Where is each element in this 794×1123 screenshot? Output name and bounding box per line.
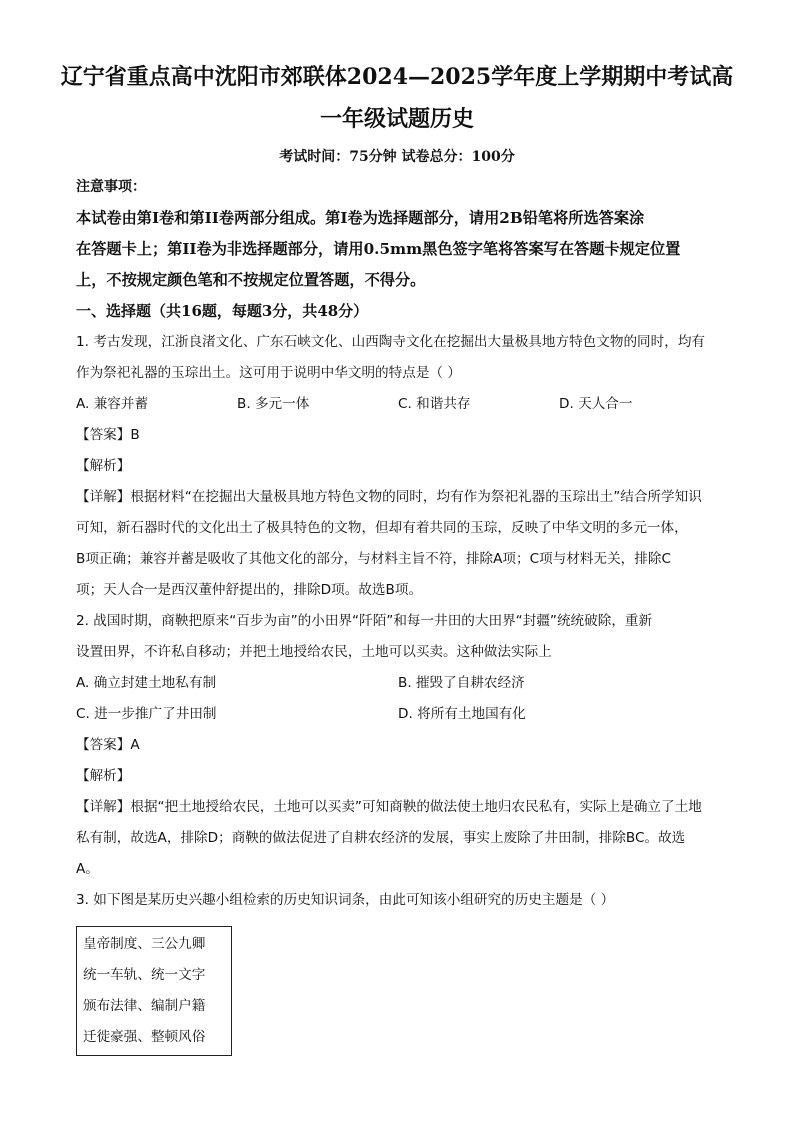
detail-line: 【详解】根据材料“在挖掘出大量极具地方特色文物的同时，均有作为祭祀礼器的玉琮出土”结合所学知识 xyxy=(76,489,702,505)
option-b: B. 摧毁了自耕农经济 xyxy=(398,675,525,691)
answer-label: 【答案】A xyxy=(76,737,140,753)
analysis-label: 【解析】 xyxy=(76,458,131,474)
option-d: D. 将所有土地国有化 xyxy=(398,706,526,722)
detail-line: A。 xyxy=(76,861,99,877)
detail-line: 项；天人合一是西汉董仲舒提出的，排除D项。故选B项。 xyxy=(76,582,423,598)
option-a: A. 兼容并蓄 xyxy=(76,396,149,412)
notice-heading: 注意事项： xyxy=(76,179,146,195)
notice-line: 在答题卡上；第II卷为非选择题部分，请用0.5mm黑色签字笔将答案写在答题卡规定位置 xyxy=(76,240,681,258)
exam-title-line-1: 辽宁省重点高中沈阳市郊联体2024—2025学年度上学期期中考试高 xyxy=(60,64,734,90)
answer-label: 【答案】B xyxy=(76,427,140,443)
option-d: D. 天人合一 xyxy=(559,396,633,412)
question-2-line: 设置田界，不许私自移动；并把土地授给农民，土地可以买卖。这种做法实际上 xyxy=(76,644,552,660)
detail-line: B项正确；兼容并蓄是吸收了其他文化的部分，与材料主旨不符，排除A项；C项与材料无关，排除C xyxy=(76,551,671,567)
analysis-label: 【解析】 xyxy=(76,768,131,784)
question-2-line: 2. 战国时期，商鞅把原来“百步为亩”的小田界“阡陌”和每一井田的大田界“封疆”统统破除，重新 xyxy=(76,613,653,629)
option-a: A. 确立封建土地私有制 xyxy=(76,675,217,691)
keyword-line: 迁徙豪强、整顿风俗 xyxy=(83,1029,206,1045)
notice-line: 本试卷由第I卷和第II卷两部分组成。第I卷为选择题部分，请用2B铅笔将所选答案涂 xyxy=(76,209,645,227)
question-1-line: 作为祭祀礼器的玉琮出土。这可用于说明中华文明的特点是（ ） xyxy=(76,365,461,381)
question-3-line: 3. 如下图是某历史兴趣小组检索的历史知识词条，由此可知该小组研究的历史主题是（ ） xyxy=(76,892,615,908)
exam-title-line-2: 一年级试题历史 xyxy=(319,106,474,132)
detail-line: 可知，新石器时代的文化出土了极具特色的文物，但却有着共同的玉琮，反映了中华文明的多元一体， xyxy=(76,520,688,536)
notice-line: 上，不按规定颜色笔和不按规定位置答题，不得分。 xyxy=(76,271,426,289)
keyword-line: 统一车轨、统一文字 xyxy=(83,967,206,983)
question-2-options-row-2 xyxy=(76,699,720,730)
exam-meta: 考试时间：75分钟 试卷总分：100分 xyxy=(279,149,515,165)
option-c: C. 进一步推广了井田制 xyxy=(76,706,217,722)
option-c: C. 和谐共存 xyxy=(398,396,471,412)
option-b: B. 多元一体 xyxy=(237,396,310,412)
keyword-line: 皇帝制度、三公九卿 xyxy=(83,936,206,952)
question-2-options-row-1 xyxy=(76,668,720,699)
detail-line: 私有制，故选A，排除D；商鞅的做法促进了自耕农经济的发展，事实上废除了井田制，排除BC。故选 xyxy=(76,830,686,846)
keyword-box xyxy=(76,926,232,1056)
section-heading: 一、选择题（共16题，每题3分，共48分） xyxy=(76,302,369,320)
keyword-line: 颁布法律、编制户籍 xyxy=(83,998,206,1014)
question-1-line: 1. 考古发现，江浙良渚文化、广东石峡文化、山西陶寺文化在挖掘出大量极具地方特色文物的同时，均有 xyxy=(76,334,706,350)
question-1-options xyxy=(76,389,720,420)
notice-section xyxy=(76,172,720,916)
detail-line: 【详解】根据“把土地授给农民，土地可以买卖”可知商鞅的做法使土地归农民私有，实际上是确立了土地 xyxy=(76,799,702,815)
